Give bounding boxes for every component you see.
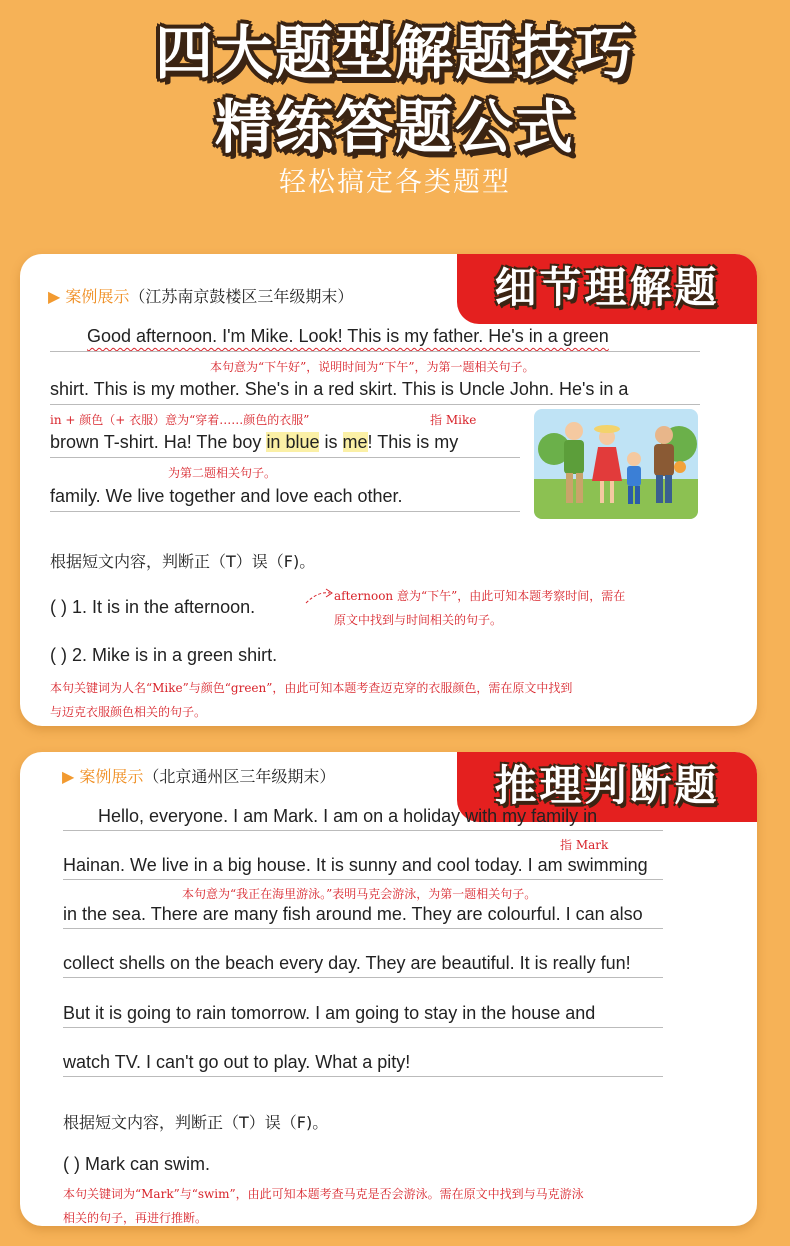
hero-title-line1: 四大题型解题技巧	[154, 19, 635, 87]
divider	[63, 830, 663, 831]
case-header	[62, 764, 335, 787]
annotation-note: 本句关键词为人名“Mike”与颜色“green”，由此可知本题考查迈克穿的衣服颜色，需在原文中找到	[50, 681, 573, 695]
passage-text: Good afternoon. I'm Mike. Look! This is my father. He's in a green	[87, 326, 609, 346]
instruction-text: 根据短文内容，判断正（T）误（F)。	[63, 1113, 329, 1132]
passage-line-5: But it is going to rain tomorrow. I am going to stay in the house and	[63, 1003, 596, 1023]
question-1: ( ) 1. It is in the afternoon.	[50, 597, 256, 617]
annotation-note: 本句意为“下午好”，说明时间为“下午”，为第一题相关句子。	[210, 360, 535, 374]
passage-line-4: family. We live together and love each other.	[50, 486, 403, 506]
case-source: （北京通州区三年级期末）	[143, 767, 336, 786]
passage-text: is	[319, 432, 343, 452]
question-1: ( ) Mark can swim.	[63, 1154, 211, 1174]
divider	[63, 1027, 663, 1028]
passage-line-2: shirt. This is my mother. She's in a red skirt. This is Uncle John. He's in a	[50, 379, 629, 399]
passage-line-3: in the sea. There are many fish around me. They are colourful. I can also	[63, 904, 643, 924]
annotation-note: 与迈克衣服颜色相关的句子。	[50, 705, 207, 719]
annotation-note: 指 Mark	[560, 838, 609, 852]
passage-line-2: Hainan. We live in a big house. It is sunny and cool today. I am swimming	[63, 855, 648, 875]
passage-text: brown T-shirt. Ha! The boy	[50, 432, 267, 452]
annotation-note: 本句意为“我正在海里游泳。”表明马克会游泳，为第一题相关句子。	[182, 887, 537, 901]
divider	[50, 404, 700, 405]
play-triangle-icon: ▶	[48, 287, 61, 306]
passage-line-6: watch TV. I can't go out to play. What a pity!	[63, 1052, 411, 1072]
divider	[63, 879, 663, 880]
passage-line-4: collect shells on the beach every day. They are beautiful. It is really fun!	[63, 953, 631, 973]
divider	[63, 977, 663, 978]
passage-line-1: Hello, everyone. I am Mark. I am on a holiday with my family in	[98, 806, 598, 826]
divider	[63, 928, 663, 929]
case-label: 案例展示	[65, 287, 130, 306]
passage-text: ! This is my	[367, 432, 459, 452]
hero-header	[0, 0, 790, 230]
question-2: ( ) 2. Mike is in a green shirt.	[50, 645, 278, 665]
play-triangle-icon: ▶	[62, 767, 75, 786]
passage-line-1	[87, 326, 609, 347]
annotation-note: afternoon 意为“下午”，由此可知本题考察时间，需在	[334, 589, 626, 603]
inference-judgement-card	[20, 752, 757, 1226]
divider	[50, 511, 520, 512]
detail-comprehension-card	[20, 254, 757, 726]
case-header	[48, 284, 353, 307]
card-banner: 细节理解题	[457, 254, 757, 324]
annotation-arrow	[304, 587, 334, 607]
divider	[50, 351, 700, 352]
divider	[50, 457, 520, 458]
instruction-text: 根据短文内容，判断正（T）误（F)。	[50, 552, 316, 571]
highlight-in-blue: in blue	[266, 432, 320, 452]
card-banner: 推理判断题	[457, 752, 757, 822]
case-source: （江苏南京鼓楼区三年级期末）	[129, 287, 354, 306]
annotation-note: in + 颜色（+ 衣服）意为“穿着……颜色的衣服”	[50, 413, 310, 427]
highlight-me: me	[342, 432, 368, 452]
passage-line-3	[50, 432, 458, 453]
annotation-note: 原文中找到与时间相关的句子。	[334, 613, 503, 627]
annotation-note: 为第二题相关句子。	[168, 466, 277, 480]
hero-title-line2: 精练答题公式	[214, 93, 575, 161]
hero-subtitle: 轻松搞定各类题型	[279, 167, 511, 198]
annotation-note: 本句关键词为“Mark”与“swim”，由此可知本题考查马克是否会游泳。需在原文中找到与马克游泳	[63, 1187, 584, 1201]
case-label: 案例展示	[79, 767, 144, 786]
annotation-note: 相关的句子，再进行推断。	[63, 1211, 208, 1225]
divider	[63, 1076, 663, 1077]
family-illustration	[534, 409, 698, 519]
annotation-note: 指 Mike	[430, 413, 477, 427]
